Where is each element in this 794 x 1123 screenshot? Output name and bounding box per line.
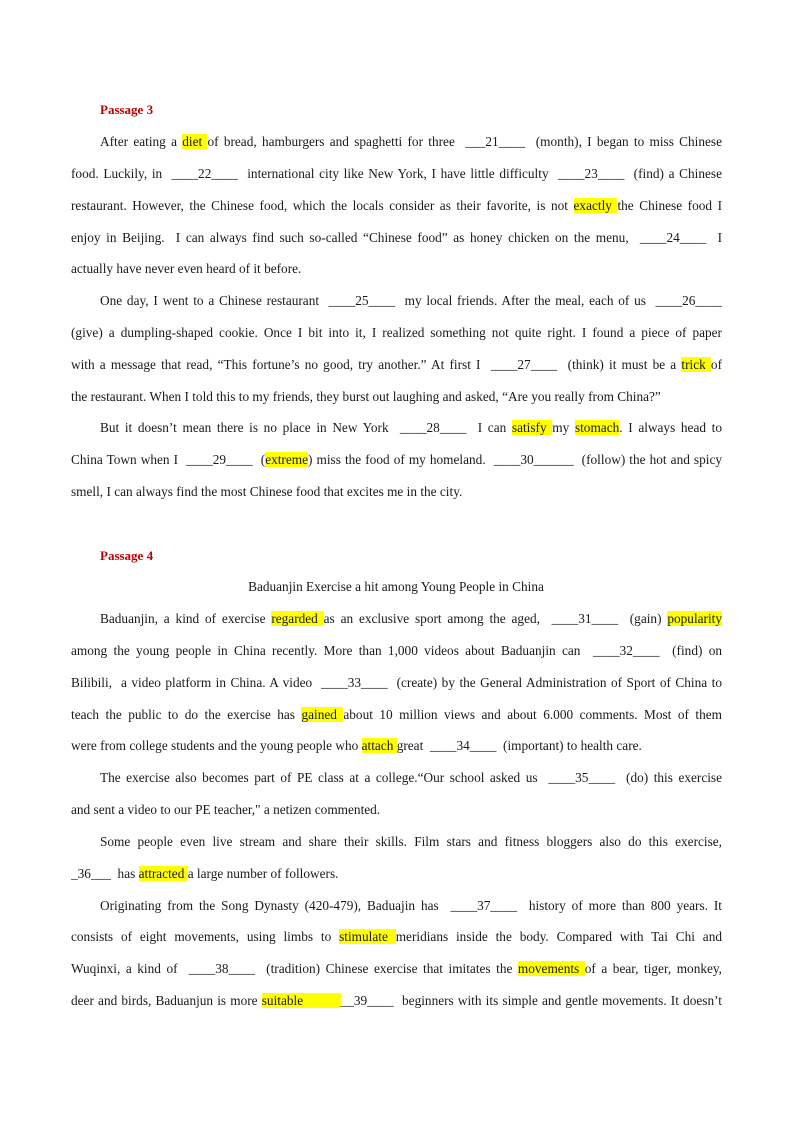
passage-4-title: Baduanjin Exercise a hit among Young People in China — [248, 579, 544, 594]
passage-3-heading: Passage 3 — [100, 102, 154, 117]
passage-4-line: Wuqinxi, a kind of ____38____ (tradition) Chinese exercise that imitates the movements of a bear, tiger, monkey, — [71, 961, 722, 976]
passage-4-line: and sent a video to our PE teacher," a netizen commented. — [71, 802, 381, 817]
passage-3-line: the restaurant. When I told this to my friends, they burst out laughing and asked, “Are you really from China?” — [71, 389, 661, 404]
passage-3-line: restaurant. However, the Chinese food, which the locals consider as their favorite, is not exactly the Chinese food I — [71, 198, 722, 213]
passage-3-line: with a message that read, “This fortune’s no good, try another.” At first I ____27____ (think) it must be a trick of — [71, 357, 722, 372]
passage-4-line: _36___ has attracted a large number of followers. — [71, 866, 339, 881]
passage-4-line: Bilibili, a video platform in China. A video ____33____ (create) by the General Administration of Sport of China to — [71, 675, 722, 690]
passage-4-line: Originating from the Song Dynasty (420-479), Baduajin has ____37____ history of more than 800 years. It — [100, 898, 722, 913]
passage-3-line: food. Luckily, in ____22____ international city like New York, I have little difficulty ____23____ (find) a Chinese — [71, 166, 722, 181]
passage-4-line: consists of eight movements, using limbs to stimulate meridians inside the body. Compared with Tai Chi and — [71, 929, 722, 944]
passage-3-line: After eating a diet of bread, hamburgers and spaghetti for three ___21____ (month), I began to miss Chinese — [100, 134, 722, 149]
passage-4-line: The exercise also becomes part of PE class at a college.“Our school asked us ____35____ (do) this exercise — [100, 770, 722, 785]
passage-4-line: Baduanjin, a kind of exercise regarded as an exclusive sport among the aged, ____31____ (gain) popularity — [100, 611, 722, 626]
passage-4-heading: Passage 4 — [100, 548, 154, 563]
passage-4-line: Some people even live stream and share their skills. Film stars and fitness bloggers also do this exercise, — [100, 834, 722, 849]
passage-3-line: actually have never even heard of it before. — [71, 261, 302, 276]
passage-3-line: (give) a dumpling-shaped cookie. Once I bit into it, I realized something not quite right. I found a piece of paper — [71, 325, 722, 340]
passage-3-line: enjoy in Beijing. I can always find such so-called “Chinese food” as honey chicken on the menu, ____24____ I — [71, 230, 722, 245]
passage-3-line: China Town when I ____29____ (extreme) miss the food of my homeland. ____30______ (follow) the hot and spicy — [71, 452, 722, 467]
passage-3-line: smell, I can always find the most Chinese food that excites me in the city. — [71, 484, 463, 499]
passage-3-line: One day, I went to a Chinese restaurant ____25____ my local friends. After the meal, each of us ____26____ — [100, 293, 722, 308]
passage-4-line: deer and birds, Baduanjun is more suitable __39____ beginners with its simple and gentle movements. It doesn’t — [71, 993, 722, 1008]
passage-3-line: But it doesn’t mean there is no place in New York ____28____ I can satisfy my stomach. I always head to — [100, 420, 722, 435]
passage-4-line: among the young people in China recently. More than 1,000 videos about Baduanjin can ____32____ (find) on — [71, 643, 722, 658]
passage-4-line: teach the public to do the exercise has gained about 10 million views and about 6.000 comments. Most of them — [71, 707, 722, 722]
passage-4-line: were from college students and the young people who attach great ____34____ (important) to health care. — [71, 738, 642, 753]
